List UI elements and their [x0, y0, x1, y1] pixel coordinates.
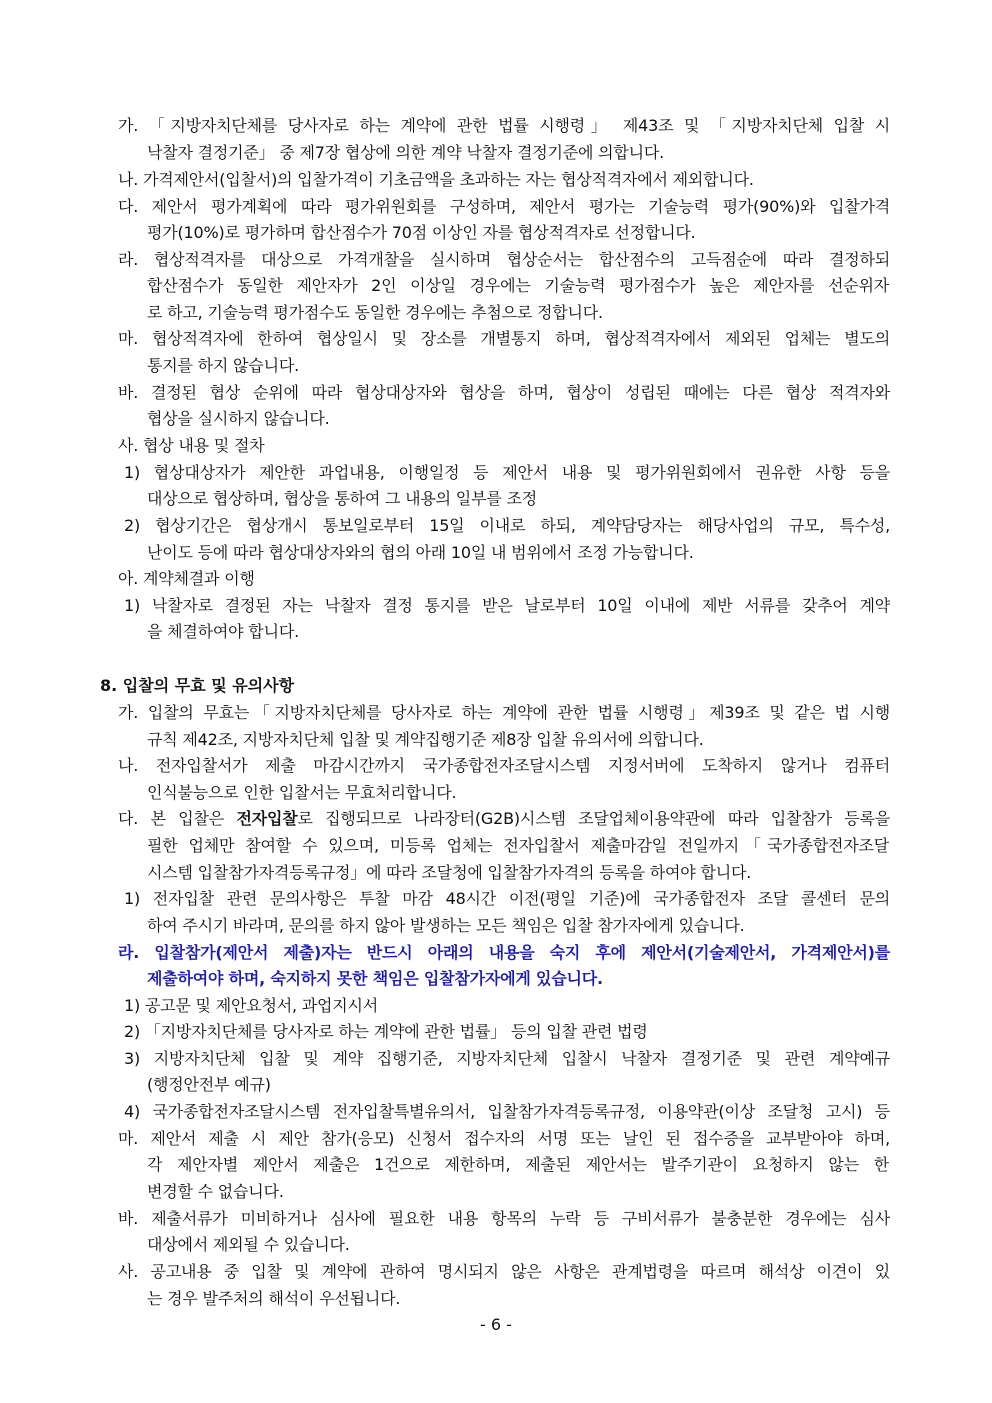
s8-ma-line-1: 마. 제안서 제출 시 제안 참가(응모) 신청서 접수자의 서명 또는 날인 된 접수증을 교부받아야 하며,	[118, 1129, 890, 1148]
clause-sa-item-2-line-2: 난이도 등에 따라 협상대상자와의 협의 아래 10일 내 범위에서 조정 가능합니다.	[147, 543, 694, 562]
s8-ba-line-1: 바. 제출서류가 미비하거나 심사에 필요한 내용 항목의 누락 등 구비서류가 불충분한 경우에는 심사	[118, 1209, 890, 1228]
s8-ba-line-2: 대상에서 제외될 수 있습니다.	[147, 1235, 350, 1254]
s8-ra-item-3-line-1: 3) 지방자치단체 입찰 및 계약 집행기준, 지방자치단체 입찰시 낙찰자 결정기준 및 관련 계약예규	[124, 1049, 890, 1068]
s8-da-line-2: 필한 업체만 참여할 수 있으며, 미등록 업체는 전자입찰서 제출마감일 전일까지「국가종합전자조달	[147, 836, 889, 855]
clause-ma-line-1: 마. 협상적격자에 한하여 협상일시 및 장소를 개별통지 하며, 협상적격자에서 제외된 업체는 별도의	[118, 329, 890, 348]
clause-sa-item-2-line-1: 2) 협상기간은 협상개시 통보일로부터 15일 이내로 하되, 계약담당자는 해당사업의 규모, 특수성,	[124, 516, 890, 535]
s8-da-line-1-post: 로 집행되므로 나라장터(G2B)시스템 조달업체이용약관에 따라 입찰참가 등록을	[297, 809, 891, 828]
clause-da-line-2: 평가(10%)로 평가하며 합산점수가 70점 이상인 자를 협상적격자로 선정합니다.	[147, 223, 696, 242]
s8-da-line-1	[118, 806, 890, 832]
s8-ra-item-3-line-2: (행정안전부 예규)	[147, 1075, 271, 1094]
clause-a-item-1-line-1: 1) 낙찰자로 결정된 자는 낙찰자 결정 통지를 받은 날로부터 10일 이내에 제반 서류를 갖추어 계약	[124, 596, 890, 615]
s8-ga-line-2: 규칙 제42조, 지방자치단체 입찰 및 계약집행기준 제8장 입찰 유의서에 의합니다.	[147, 730, 704, 749]
clause-ra-line-1: 라. 협상적격자를 대상으로 가격개찰을 실시하며 협상순서는 합산점수의 고득점순에 따라 결정하되	[118, 250, 890, 269]
s8-ga-line-1: 가. 입찰의 무효는「지방자치단체를 당사자로 하는 계약에 관한 법률 시행령」제39조 및 같은 법 시행	[118, 703, 890, 722]
s8-ra-item-1: 1) 공고문 및 제안요청서, 과업지시서	[124, 996, 379, 1015]
s8-ra-item-2: 2) 「지방자치단체를 당사자로 하는 계약에 관한 법률」 등의 입찰 관련 법령	[124, 1022, 648, 1041]
s8-ra-notice-line-1: 라. 입찰참가(제안서 제출)자는 반드시 아래의 내용을 숙지 후에 제안서(기술제안서, 가격제안서)를	[118, 943, 890, 962]
clause-sa-heading: 사. 협상 내용 및 절차	[118, 436, 265, 455]
s8-ma-line-3: 변경할 수 없습니다.	[147, 1182, 284, 1201]
clause-ma-line-2: 통지를 하지 않습니다.	[147, 356, 299, 375]
clause-ga-line-1: 가. 「지방자치단체를 당사자로 하는 계약에 관한 법률 시행령」 제43조 및 「지방자치단체 입찰 시	[118, 116, 890, 135]
page-number: - 6 -	[480, 1315, 512, 1334]
s8-na-line-2: 인식불능으로 인한 입찰서는 무효처리합니다.	[147, 783, 457, 802]
s8-da-item-1-line-1: 1) 전자입찰 관련 문의사항은 투찰 마감 48시간 이전(평일 기준)에 국가종합전자 조달 콜센터 문의	[124, 889, 890, 908]
s8-na-line-1: 나. 전자입찰서가 제출 마감시간까지 국가종합전자조달시스템 지정서버에 도착하지 않거나 컴퓨터	[118, 756, 890, 775]
s8-sa-line-2: 는 경우 발주처의 해석이 우선됩니다.	[147, 1289, 401, 1308]
s8-da-bold-e-bidding: 전자입찰	[236, 809, 298, 828]
s8-sa-line-1: 사. 공고내용 중 입찰 및 계약에 관하여 명시되지 않은 사항은 관계법령을 따르며 해석상 이견이 있	[118, 1262, 890, 1281]
s8-da-item-1-line-2: 하여 주시기 바라며, 문의를 하지 않아 발생하는 모든 책임은 입찰 참가자에게 있습니다.	[147, 916, 745, 935]
clause-na-line-1: 나. 가격제안서(입찰서)의 입찰가격이 기초금액을 초과하는 자는 협상적격자에서 제외합니다.	[118, 170, 754, 189]
clause-sa-item-1-line-1: 1) 협상대상자가 제안한 과업내용, 이행일정 등 제안서 내용 및 평가위원회에서 권유한 사항 등을	[124, 463, 890, 482]
clause-ga-line-2: 낙찰자 결정기준」 중 제7장 협상에 의한 계약 낙찰자 결정기준에 의합니다.	[147, 143, 665, 162]
clause-ba-line-2: 협상을 실시하지 않습니다.	[147, 409, 330, 428]
s8-ma-line-2: 각 제안자별 제안서 제출은 1건으로 제한하며, 제출된 제안서는 발주기관이 요청하지 않는 한	[147, 1155, 889, 1174]
clause-ra-line-2: 합산점수가 동일한 제안자가 2인 이상일 경우에는 기술능력 평가점수가 높은 제안자를 선순위자	[147, 276, 889, 295]
clause-sa-item-1-line-2: 대상으로 협상하며, 협상을 통하여 그 내용의 일부를 조정	[147, 489, 537, 508]
section-8-heading: 8. 입찰의 무효 및 유의사항	[100, 676, 295, 695]
clause-ba-line-1: 바. 결정된 협상 순위에 따라 협상대상자와 협상을 하며, 협상이 성립된 때에는 다른 협상 적격자와	[118, 383, 890, 402]
clause-ra-line-3: 로 하고, 기술능력 평가점수도 동일한 경우에는 추첨으로 정합니다.	[147, 303, 603, 322]
s8-da-line-3: 시스템 입찰참가자격등록규정」에 따라 조달청에 입찰참가자격의 등록을 하여야 합니다.	[147, 863, 752, 882]
s8-ra-notice-line-2: 제출하여야 하며, 숙지하지 못한 책임은 입찰참가자에게 있습니다.	[147, 969, 603, 988]
clause-da-line-1: 다. 제안서 평가계획에 따라 평가위원회를 구성하며, 제안서 평가는 기술능력 평가(90%)와 입찰가격	[118, 197, 890, 216]
s8-ra-item-4: 4) 국가종합전자조달시스템 전자입찰특별유의서, 입찰참가자격등록규정, 이용약관(이상 조달청 고시) 등	[124, 1102, 890, 1121]
clause-a-item-1-line-2: 을 체결하여야 합니다.	[147, 622, 299, 641]
clause-a-heading: 아. 계약체결과 이행	[118, 569, 255, 588]
s8-da-line-1-pre: 다. 본 입찰은	[118, 809, 237, 828]
